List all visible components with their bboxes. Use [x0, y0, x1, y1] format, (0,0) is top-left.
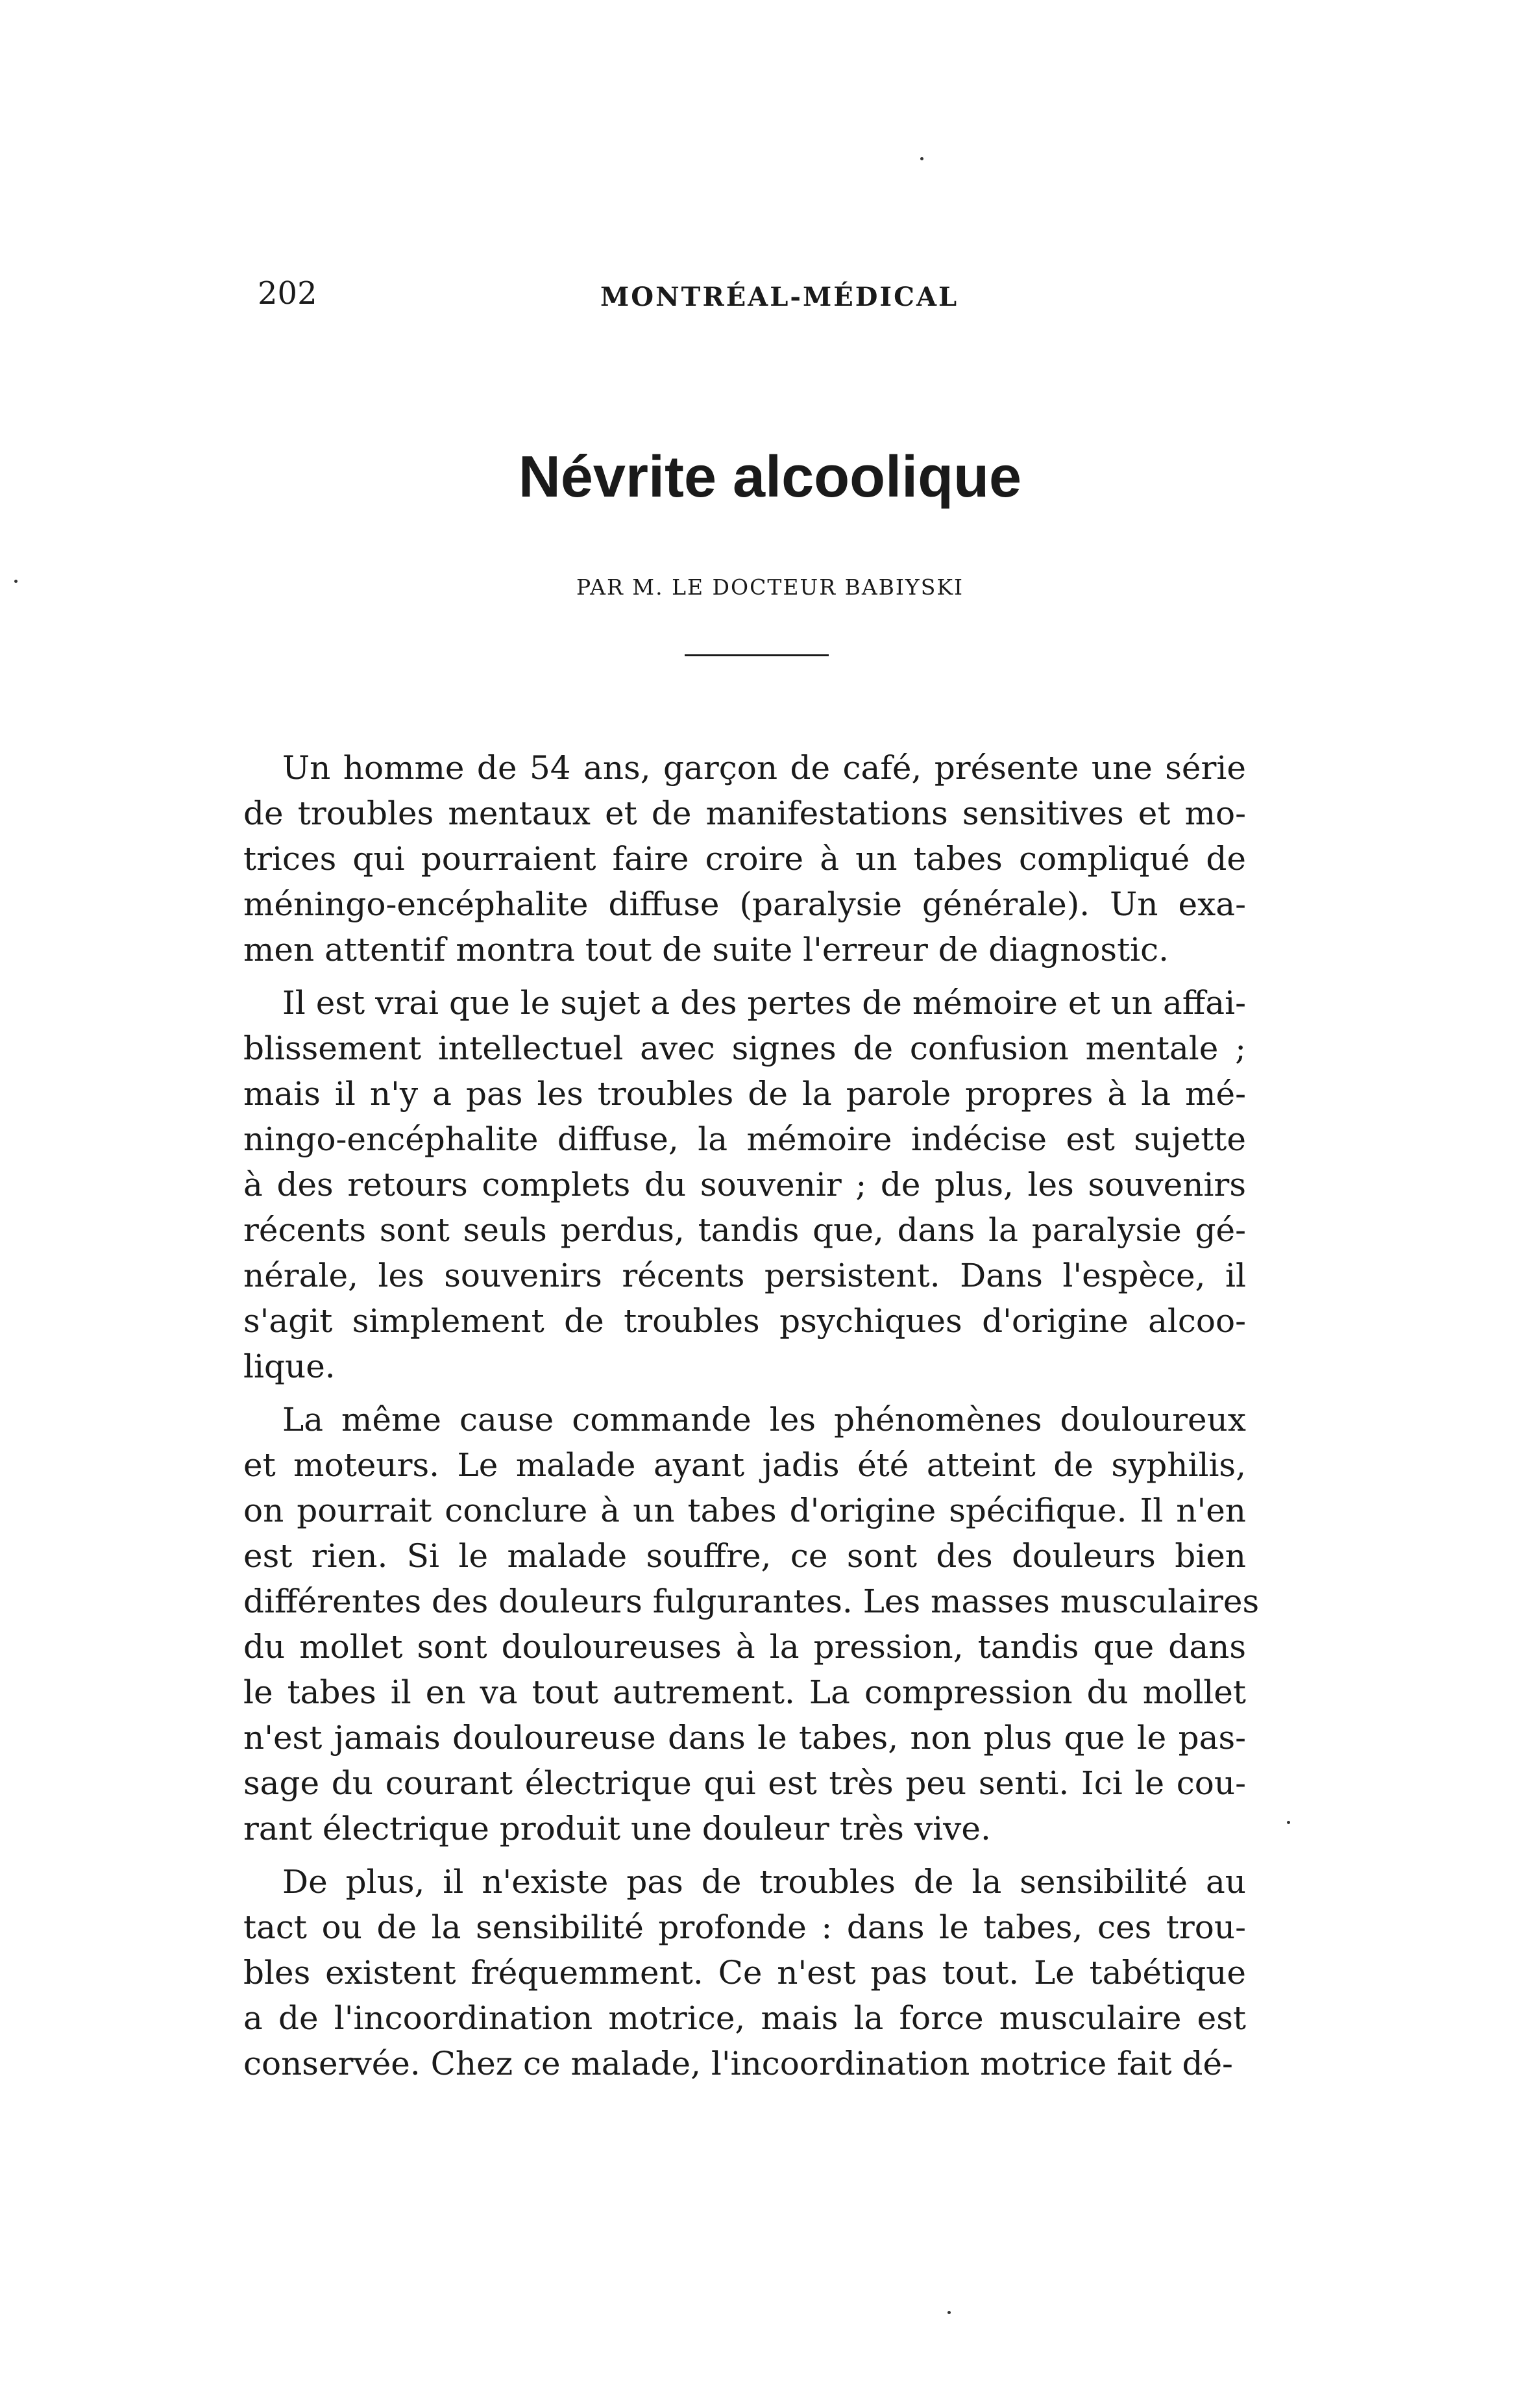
text-line: lique. [243, 1348, 336, 1385]
text-line: n'est jamais douloureuse dans le tabes, non plus que le pas- [243, 1719, 1246, 1757]
text-line: différentes des douleurs fulgurantes. Les masses musculaires [243, 1583, 1260, 1620]
article-title: Névrite alcoolique [518, 445, 1022, 510]
text-line: sage du courant électrique qui est très peu senti. Ici le cou- [243, 1764, 1246, 1802]
paragraph [243, 1859, 1246, 2086]
text-line: bles existent fréquemment. Ce n'est pas tout. Le tabétique [243, 1954, 1246, 1992]
text-line: mais il n'y a pas les troubles de la parole propres à la mé- [243, 1075, 1246, 1113]
text-line: La même cause commande les phénomènes douloureux [282, 1401, 1246, 1438]
text-line: rant électrique produit une douleur très vive. [243, 1810, 991, 1847]
text-line: trices qui pourraient faire croire à un tabes compliqué de [243, 840, 1246, 878]
article-byline: PAR M. LE DOCTEUR BABIYSKI [576, 574, 964, 600]
paragraph [243, 745, 1246, 972]
text-line: de troubles mentaux et de manifestations sensitives et mo- [243, 795, 1246, 832]
text-line: blissement intellectuel avec signes de confusion mentale ; [243, 1030, 1246, 1067]
scan-speck [947, 2311, 951, 2314]
page-number: 202 [258, 275, 317, 312]
text-line: ningo-encéphalite diffuse, la mémoire indécise est sujette [243, 1120, 1246, 1158]
text-line: Un homme de 54 ans, garçon de café, présente une série [282, 749, 1246, 787]
text-line: a de l'incoordination motrice, mais la force musculaire est [243, 1999, 1246, 2037]
text-line: à des retours complets du souvenir ; de plus, les souvenirs [243, 1166, 1246, 1203]
scan-speck [14, 580, 18, 583]
text-line: conservée. Chez ce malade, l'incoordination motrice fait dé- [243, 2045, 1233, 2082]
text-line: récents sont seuls perdus, tandis que, dans la paralysie gé- [243, 1211, 1246, 1249]
text-line: De plus, il n'existe pas de troubles de la sensibilité au [282, 1863, 1246, 1901]
text-line: méningo-encéphalite diffuse (paralysie générale). Un exa- [243, 885, 1246, 923]
title-divider [685, 654, 829, 656]
text-line: tact ou de la sensibilité profonde : dans le tabes, ces trou- [243, 1908, 1246, 1946]
text-line: men attentif montra tout de suite l'erreur de diagnostic. [243, 931, 1169, 969]
scan-speck [1287, 1821, 1290, 1824]
text-line: du mollet sont douloureuses à la pression, tandis que dans [243, 1628, 1246, 1666]
text-line: le tabes il en va tout autrement. La compression du mollet [243, 1673, 1246, 1711]
text-line: nérale, les souvenirs récents persistent. Dans l'espèce, il [243, 1257, 1246, 1294]
paragraph [243, 1397, 1260, 1851]
text-line: Il est vrai que le sujet a des pertes de mémoire et un affai- [282, 984, 1246, 1022]
text-line: s'agit simplement de troubles psychiques d'origine alcoo- [243, 1302, 1246, 1340]
text-line: est rien. Si le malade souffre, ce sont des douleurs bien [243, 1537, 1246, 1575]
scan-speck [920, 157, 923, 160]
paragraph [243, 980, 1246, 1389]
text-line: on pourrait conclure à un tabes d'origine spécifique. Il n'en [243, 1492, 1246, 1529]
article-body [243, 745, 1260, 2094]
running-head: MONTRÉAL-MÉDICAL [600, 282, 959, 312]
text-line: et moteurs. Le malade ayant jadis été atteint de syphilis, [243, 1446, 1246, 1484]
